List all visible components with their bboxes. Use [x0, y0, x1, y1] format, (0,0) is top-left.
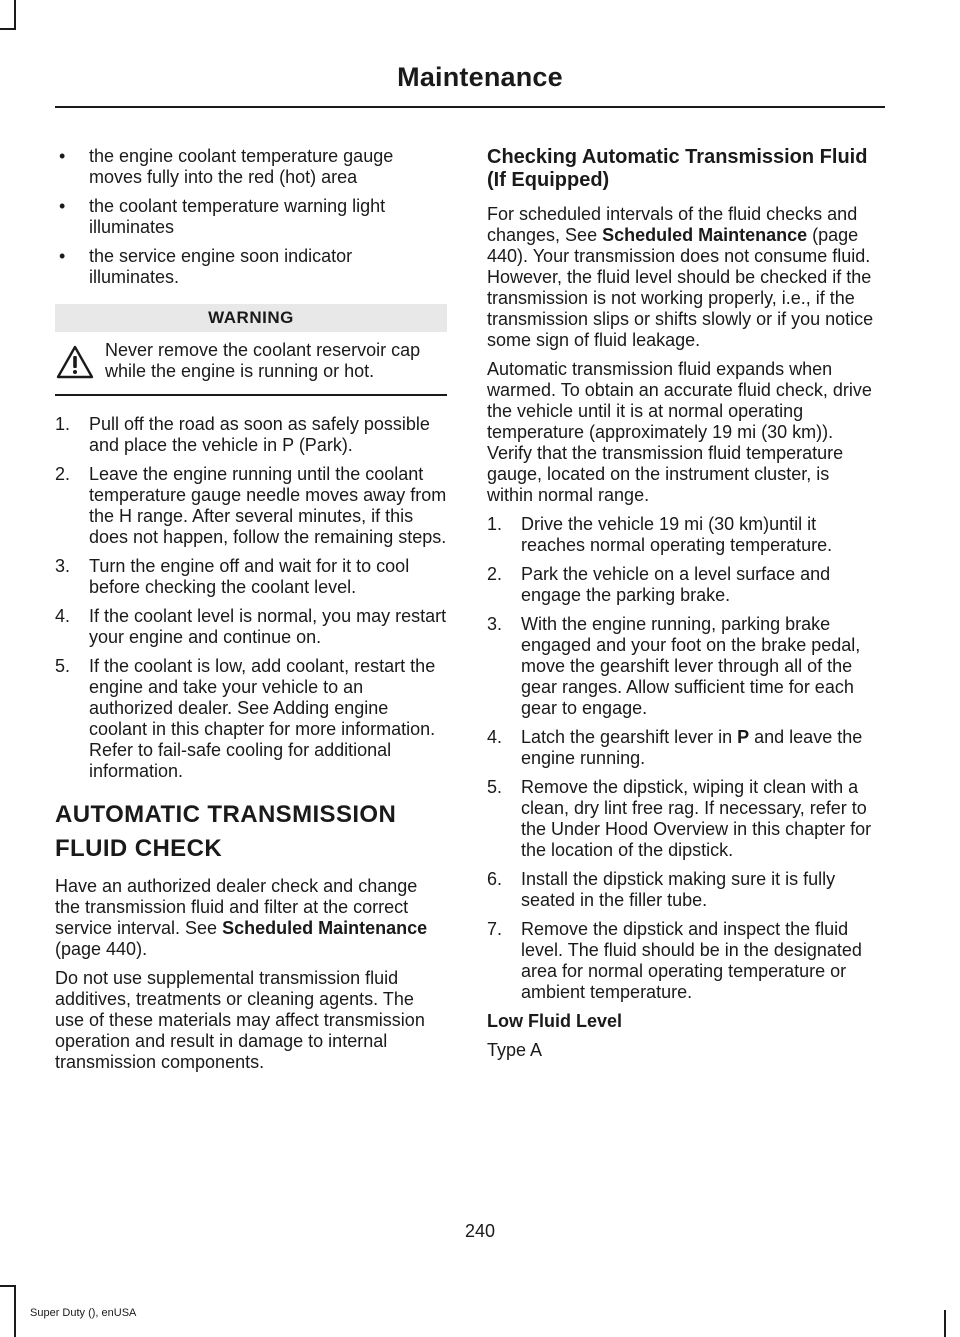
- list-item: [55, 556, 447, 598]
- paragraph: Automatic transmission fluid expands when warmed. To obtain an accurate fluid check, drive the vehicle until it is at normal operating temperature (approximately 19 mi (30 km)). Verify that the transmission fluid temperature gauge, located on the instrument cluster, is within normal range.: [487, 359, 872, 505]
- section-heading: [55, 800, 447, 864]
- list-item: [487, 919, 879, 1003]
- warning-box: [55, 332, 447, 396]
- step-number: 1.: [487, 514, 503, 534]
- crop-mark: [14, 0, 16, 28]
- step-text: Park the vehicle on a level surface and engage the parking brake.: [521, 564, 831, 605]
- step-text: Install the dipstick making sure it is fully seated in the filler tube.: [521, 869, 836, 910]
- page-title: Maintenance: [397, 62, 563, 92]
- step-number: 3.: [55, 556, 71, 576]
- cross-reference-link[interactable]: Scheduled Maintenance: [602, 225, 808, 245]
- step-number: 7.: [487, 919, 503, 939]
- fluid-check-steps: [487, 514, 879, 1003]
- step-text: Remove the dipstick, wiping it clean with a clean, dry lint free rag. If necessary, refer to the Under Hood Overview in this chapter for the location of the dipstick.: [521, 777, 872, 860]
- list-item: [55, 414, 447, 456]
- text-span: Have an authorized dealer check and change the transmission fluid and filter at the correct service interval. See: [55, 876, 418, 938]
- low-fluid-heading: Low Fluid Level: [487, 1011, 623, 1031]
- paragraph: [487, 204, 879, 351]
- text-span: (page 440).: [55, 939, 148, 959]
- list-item: [487, 777, 879, 861]
- step-text: Drive the vehicle 19 mi (30 km)until it reaches normal operating temperature.: [521, 514, 833, 555]
- section-heading-line: AUTOMATIC TRANSMISSION: [55, 801, 397, 828]
- list-item: [55, 656, 447, 782]
- step-text: Latch the gearshift lever in: [521, 727, 738, 747]
- step-text: With the engine running, parking brake engaged and your foot on the brake pedal, move the gearshift lever through all of the gear ranges. Allow sufficient time for each gear to engage.: [521, 614, 861, 718]
- crop-mark: [14, 1285, 16, 1337]
- list-item: [55, 464, 447, 548]
- step-number: 3.: [487, 614, 503, 634]
- warning-heading: WARNING: [55, 304, 447, 332]
- step-text: Turn the engine off and wait for it to cool before checking the coolant level.: [89, 556, 410, 597]
- step-text: Leave the engine running until the coolant temperature gauge needle moves away from the H range. After several minutes, if this does not happen, follow the remaining steps.: [89, 464, 447, 547]
- list-item: • the engine coolant temperature gauge moves fully into the red (hot) area: [55, 146, 447, 188]
- step-number: 6.: [487, 869, 503, 889]
- step-number: 1.: [55, 414, 71, 434]
- step-number: 4.: [55, 606, 71, 626]
- page-number: 240: [464, 1221, 496, 1241]
- list-item: [487, 727, 879, 769]
- paragraph: [55, 876, 447, 960]
- step-number: 5.: [55, 656, 71, 676]
- step-text: If the coolant is low, add coolant, restart the engine and take your vehicle to an authorized dealer. See Adding engine coolant in this chapter for more information. Refer to fail-safe cooling for additional information.: [89, 656, 436, 781]
- step-number: 5.: [487, 777, 503, 797]
- section-heading-line: FLUID CHECK: [55, 835, 223, 862]
- right-column: [487, 146, 879, 1069]
- gear-p-label: P: [737, 727, 750, 747]
- list-item: • the coolant temperature warning light illuminates: [55, 196, 447, 238]
- list-item: [487, 869, 879, 911]
- warning-text: Never remove the coolant reservoir cap while the engine is running or hot.: [105, 340, 421, 381]
- cross-reference-link[interactable]: Scheduled Maintenance: [222, 918, 428, 938]
- warning-triangle-icon: [55, 344, 95, 380]
- step-text: and leave the engine running.: [521, 727, 863, 768]
- coolant-steps: [55, 414, 447, 782]
- list-item: [487, 564, 879, 606]
- header-rule: [55, 106, 885, 108]
- left-column: [55, 146, 447, 1081]
- crop-mark: [944, 1310, 946, 1337]
- list-item: [487, 514, 879, 556]
- step-text: If the coolant level is normal, you may restart your engine and continue on.: [89, 606, 447, 647]
- symptom-list: [55, 146, 447, 288]
- crop-mark: [0, 1285, 16, 1287]
- subsection-heading: Checking Automatic Transmission Fluid (If Equipped): [487, 146, 868, 191]
- list-item: [487, 614, 879, 719]
- document-info: Super Duty (), enUSA: [30, 1307, 137, 1319]
- step-number: 2.: [487, 564, 503, 584]
- text-span: For scheduled intervals of the fluid checks and changes, See: [487, 204, 858, 245]
- crop-mark: [0, 28, 16, 30]
- paragraph: Do not use supplemental transmission fluid additives, treatments or cleaning agents. The use of these materials may affect transmission operation and result in damage to internal transmission components.: [55, 968, 425, 1072]
- list-item: [55, 606, 447, 648]
- step-text: Remove the dipstick and inspect the fluid level. The fluid should be in the designated area for normal operating temperature or ambient temperature.: [521, 919, 862, 1002]
- step-text: Pull off the road as soon as safely possible and place the vehicle in P (Park).: [89, 414, 430, 455]
- text-span: (page 440). Your transmission does not consume fluid. However, the fluid level should be checked if the transmission is not working properly, i.e., if the transmission slips or shifts slowly or if you notice some sign of fluid leakage.: [487, 225, 874, 350]
- step-number: 4.: [487, 727, 503, 747]
- type-label: Type A: [487, 1040, 543, 1060]
- step-number: 2.: [55, 464, 71, 484]
- list-item: • the service engine soon indicator illuminates.: [55, 246, 447, 288]
